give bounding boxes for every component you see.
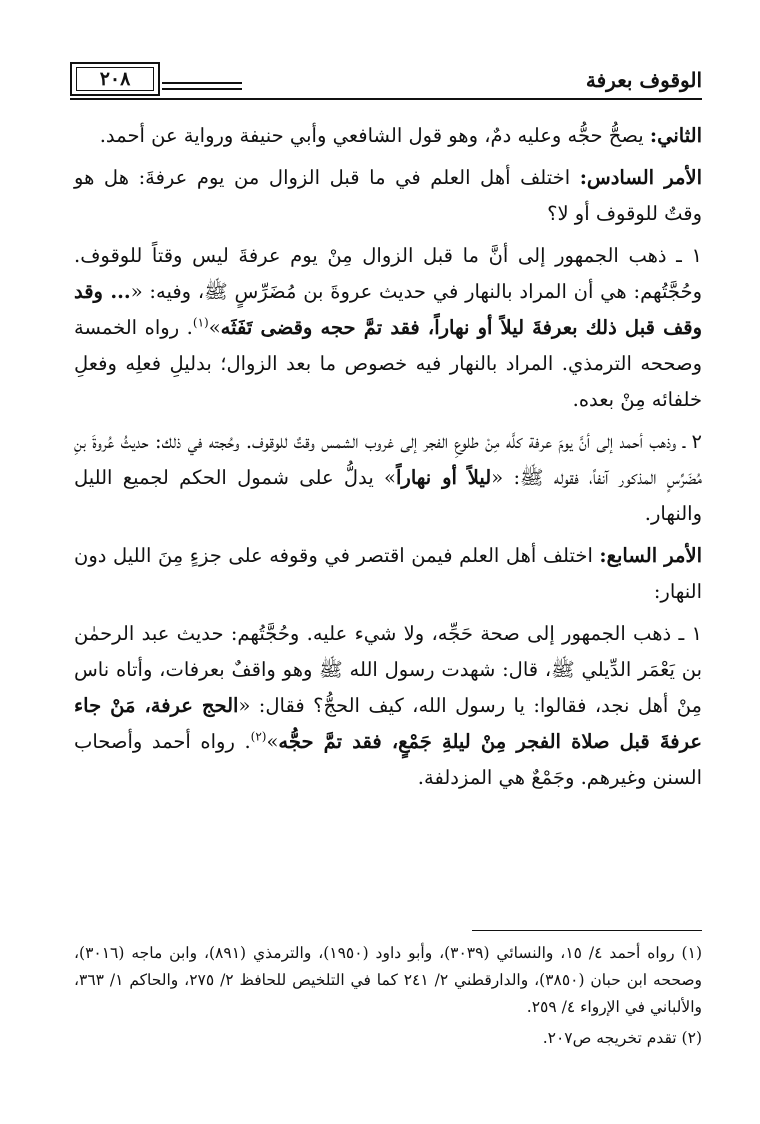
paragraph-text: ١ ـ ذهب الجمهور إلى صحة حَجِّه، ولا شيء عليه. وحُجَّتُهم: حديث عبد الرحمٰن بن يَعْمَر الدِّيلي ﷺ، قال: شهدت رسول الله ﷺ وهو واقفٌ بعرفات، وأتاه ناس مِنْ أهل نجد، فقالوا: يا رسول الله، كيف الحجُّ؟ فقال: «	[74, 622, 702, 717]
paragraph-label: الأمر السابع:	[599, 544, 702, 567]
paragraph-second-opinion	[74, 118, 702, 154]
quote-close: »	[266, 730, 279, 753]
paragraph-text: ٢ ـ وذهب أحمد إلى أنَّ يومَ عرفة كلَّه مِنْ طلوعِ الفجر إلى غروب الشمس وقتٌ للوقوف. وحُجته في ذلك: حديثُ عُروةَ بنِ مُضَرِّسٍ المذكور آنفاً، فقوله ﷺ: «	[74, 430, 702, 489]
page-number-frame	[70, 62, 160, 96]
paragraph-text: يصحُّ حجُّه وعليه دمٌ، وهو قول الشافعي وأبي حنيفة ورواية عن أحمد.	[99, 124, 644, 147]
header-double-rule-top	[162, 82, 242, 84]
quote-close: »	[208, 316, 221, 339]
paragraph-text: » يدلُّ على شمول الحكم لجميع الليل والنهار.	[74, 466, 702, 525]
paragraph-label: الأمر السادس:	[579, 166, 702, 189]
running-title: الوقوف بعرفة	[585, 68, 702, 92]
footnotes	[74, 940, 702, 1056]
footnote-ref-2: (٢)	[250, 729, 267, 744]
footnote-1: (١) رواه أحمد ٤/ ١٥، والنسائي (٣٠٣٩)، وأبو داود (١٩٥٠)، والترمذي (٨٩١)، وابن ماجه (٣٠١٦)، وصححه ابن حبان (٣٨٥٠)، والدارقطني ٢/ ٢٤١ كما في التلخيص للحافظ ٢/ ٢٧٥، والحاكم ١/ ٣٦٣، والألباني في الإرواء ٤/ ٢٥٩.	[74, 944, 702, 1016]
page-number: ٢٠٨	[76, 67, 154, 91]
paragraph-night-only	[74, 616, 702, 796]
footnote-ref-1: (١)	[192, 315, 209, 330]
paragraph-label: الثاني:	[649, 124, 702, 147]
paragraph-majority-view	[74, 238, 702, 418]
footnote-separator	[472, 930, 702, 931]
hadith-quote: ... وقد وقف قبل ذلك بعرفةَ ليلاً أو نهاراً، فقد تمَّ حجه وقضى تَفَثَه	[74, 280, 702, 339]
paragraph-text: اختلف أهل العلم في ما قبل الزوال من يوم عرفةَ: هل هو وقتٌ للوقوف أو لا؟	[74, 166, 702, 225]
paragraph-text: اختلف أهل العلم فيمن اقتصر في وقوفه على جزءٍ مِنَ الليل دون النهار:	[74, 544, 702, 603]
paragraph-ahmad-view	[74, 424, 702, 532]
paragraph-text: ١ ـ ذهب الجمهور إلى أنَّ ما قبل الزوال مِنْ يوم عرفةَ ليس وقتاً للوقوف. وحُجَّتُهم: هي أن المراد بالنهار في حديث عروةَ بن مُضَرِّسٍ ﷺ، وفيه: «	[74, 244, 702, 303]
footnote-2: (٢) تقدم تخريجه ص٢٠٧.	[542, 1029, 702, 1047]
paragraph-sixth-matter	[74, 160, 702, 232]
paragraph-seventh-matter	[74, 538, 702, 610]
paragraph-text: . رواه الخمسة وصححه الترمذي. المراد بالنهار فيه خصوص ما بعد الزوال؛ بدليلِ فعلِه وفعلِ خلفائه مِنْ بعده.	[74, 316, 702, 411]
hadith-quote: ليلاً أو نهاراً	[395, 466, 492, 489]
main-text	[74, 118, 702, 802]
paragraph-text: . رواه أحمد وأصحاب السنن وغيرهم. وجَمْعٌ هي المزدلفة.	[74, 730, 702, 789]
page-header	[70, 62, 702, 108]
hadith-quote: الحج عرفة، مَنْ جاء عرفةَ قبل صلاة الفجر مِنْ ليلةِ جَمْعٍ، فقد تمَّ حجُّه	[74, 694, 702, 753]
header-double-rule-bottom	[162, 88, 242, 90]
header-rule	[70, 98, 702, 100]
